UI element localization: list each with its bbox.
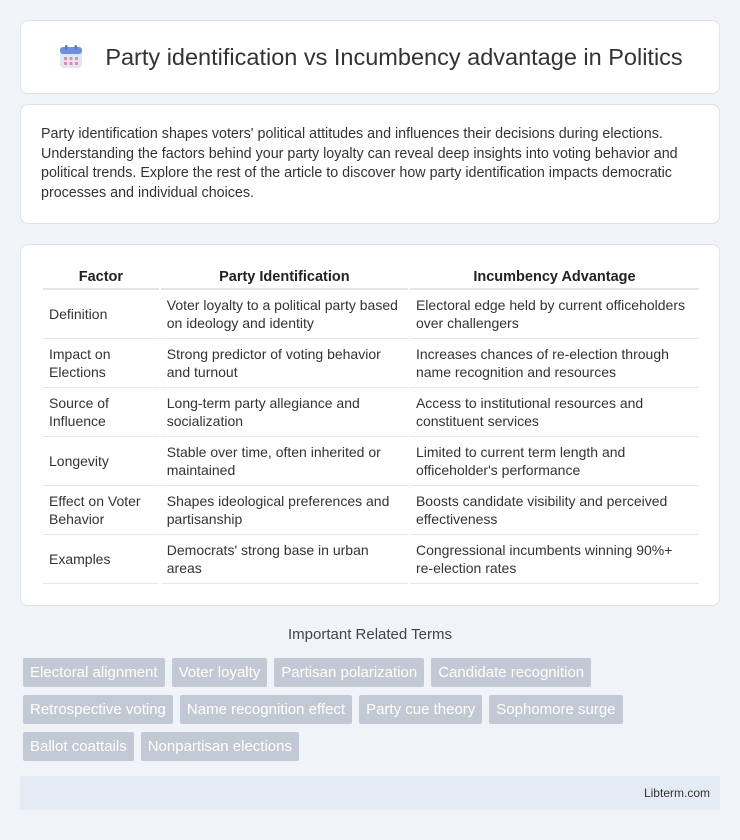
related-terms-list xyxy=(23,658,713,761)
table-cell: Definition xyxy=(43,290,159,339)
related-term-tag[interactable]: Nonpartisan elections xyxy=(141,732,299,761)
table-cell: Source of Influence xyxy=(43,388,159,437)
footer xyxy=(20,776,720,810)
table-cell: Democrats' strong base in urban areas xyxy=(161,535,408,584)
table-row xyxy=(43,290,699,339)
page-title: Party identification vs Incumbency advantage in Politics xyxy=(105,43,683,70)
comparison-table-card xyxy=(20,244,720,606)
table-row xyxy=(43,437,699,486)
column-header: Party Identification xyxy=(161,265,408,290)
table-row xyxy=(43,535,699,584)
column-header: Incumbency Advantage xyxy=(410,265,699,290)
calendar-icon xyxy=(57,43,85,71)
table-header-row xyxy=(43,265,699,290)
table-cell: Stable over time, often inherited or maintained xyxy=(161,437,408,486)
table-cell: Congressional incumbents winning 90%+ re-election rates xyxy=(410,535,699,584)
related-term-tag[interactable]: Electoral alignment xyxy=(23,658,165,687)
table-cell: Strong predictor of voting behavior and turnout xyxy=(161,339,408,388)
table-row xyxy=(43,486,699,535)
related-term-tag[interactable]: Voter loyalty xyxy=(172,658,268,687)
table-cell: Voter loyalty to a political party based on ideology and identity xyxy=(161,290,408,339)
related-terms-heading: Important Related Terms xyxy=(288,626,452,643)
related-term-tag[interactable]: Ballot coattails xyxy=(23,732,134,761)
table-cell: Long-term party allegiance and socialization xyxy=(161,388,408,437)
footer-site-link[interactable]: Libterm.com xyxy=(643,786,710,800)
table-cell: Effect on Voter Behavior xyxy=(43,486,159,535)
intro-text: Party identification shapes voters' political attitudes and influences their decisions during elections. Understanding the factors behind your party loyalty can reveal deep insights into voting behavior and political trends. Explore the rest of the article to discover how party identification impacts democratic processes and individual choices. xyxy=(41,126,678,201)
related-term-tag[interactable]: Sophomore surge xyxy=(489,695,622,724)
related-term-tag[interactable]: Retrospective voting xyxy=(23,695,173,724)
table-cell: Shapes ideological preferences and partisanship xyxy=(161,486,408,535)
related-term-tag[interactable]: Name recognition effect xyxy=(180,695,352,724)
table-cell: Increases chances of re-election through name recognition and resources xyxy=(410,339,699,388)
table-cell: Longevity xyxy=(43,437,159,486)
table-cell: Access to institutional resources and constituent services xyxy=(410,388,699,437)
table-row xyxy=(43,388,699,437)
table-cell: Examples xyxy=(43,535,159,584)
related-term-tag[interactable]: Party cue theory xyxy=(359,695,482,724)
related-term-tag[interactable]: Candidate recognition xyxy=(431,658,591,687)
table-cell: Boosts candidate visibility and perceived effectiveness xyxy=(410,486,699,535)
column-header: Factor xyxy=(43,265,159,290)
related-term-tag[interactable]: Partisan polarization xyxy=(274,658,424,687)
intro-card xyxy=(20,104,720,224)
table-cell: Impact on Elections xyxy=(43,339,159,388)
comparison-table xyxy=(41,265,701,584)
table-row xyxy=(43,339,699,388)
header-card xyxy=(20,20,720,94)
table-cell: Electoral edge held by current officeholders over challengers xyxy=(410,290,699,339)
table-cell: Limited to current term length and officeholder's performance xyxy=(410,437,699,486)
